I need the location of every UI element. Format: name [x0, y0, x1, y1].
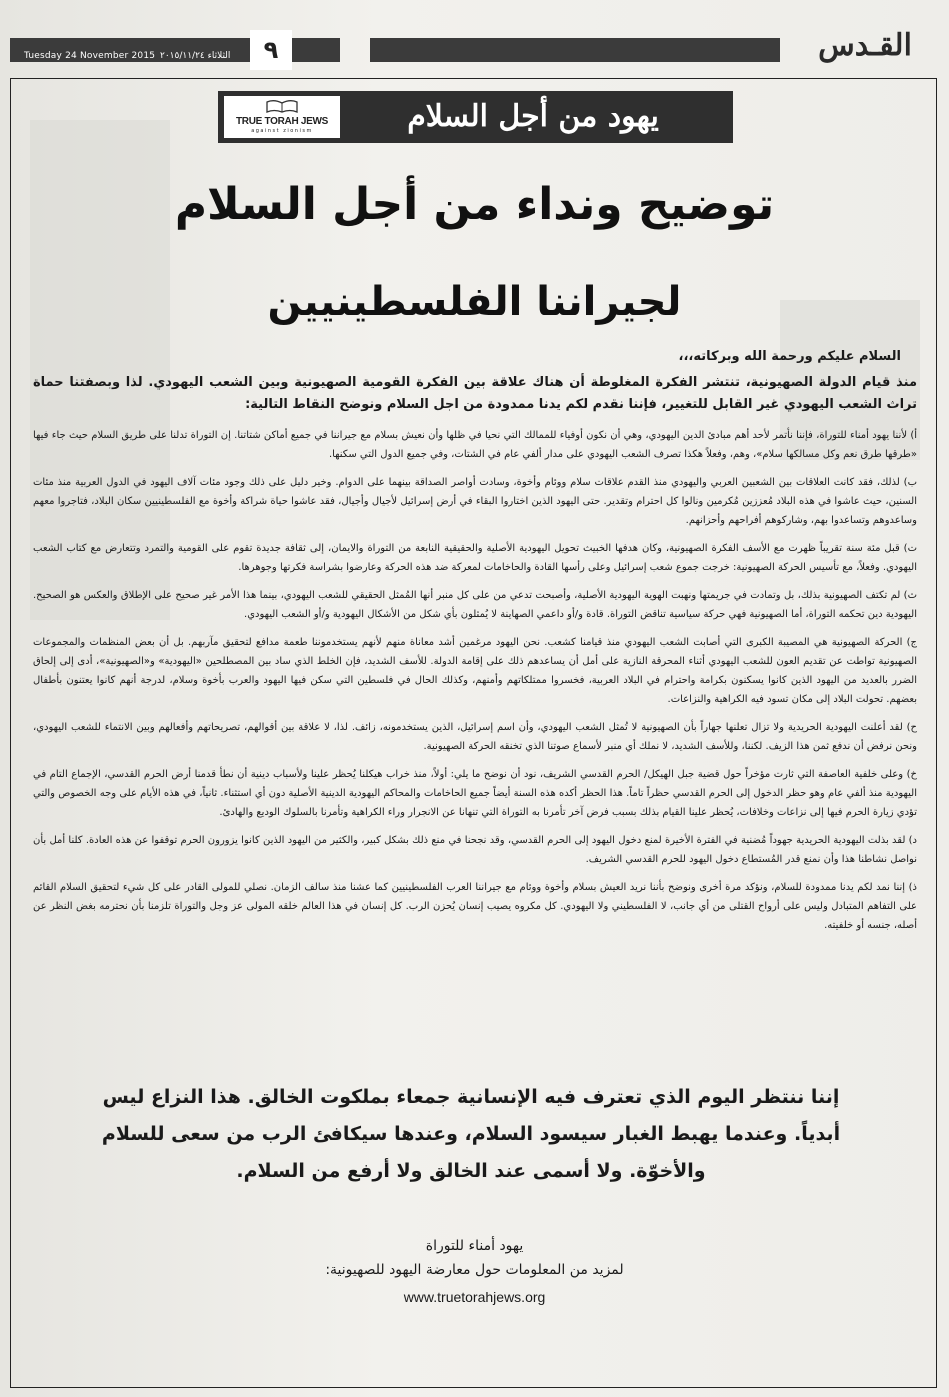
banner	[218, 91, 733, 143]
advertisement	[10, 78, 937, 1388]
more-info-text: لمزيد من المعلومات حول معارضة اليهود للصهيونية:	[325, 1262, 624, 1278]
article-body	[33, 349, 917, 944]
org-name: TRUE TORAH JEWS	[236, 116, 328, 127]
intro-paragraph: منذ قيام الدولة الصهيونية، تنتشر الفكرة المغلوطة أن هناك علاقة بين الفكرة القومية الصهيونية وبين الشعب اليهودي. لذا وبصفتنا حماة تراث الشعب اليهودي غير القابل للتغيير، فإننا نقدم لكم يدنا ممدودة من اجل السلام ونوضح النقاط التالية:	[33, 375, 917, 412]
headline-main: توضيح ونداء من أجل السلام	[174, 179, 775, 230]
signature-block	[11, 1234, 938, 1312]
point-dhal: ذ) إننا نمد لكم يدنا ممدودة للسلام، ونؤكد مرة أخرى ونوضح بأننا نريد العيش بسلام وأخوة ووئام مع جيراننا العرب الفلسطينيين كما عشنا منذ سالف الزمان. نصلي للمولى القادر على كل شيء لتحقيق السلام القائم على التفاهم المتبادل وليس على أرواح القتلى من أي جانب، لا الفلسطيني ولا اليهودي. كل مكروه يصيب إنسان يُحزن الرب. كل إنسان في هذا العالم خلقه المولى عز وجل والتوراة تلزمنا بأن نحترمه بغض النظر عن أصله، جنسه أو خلفيته.	[33, 882, 917, 931]
greeting: السلام عليكم ورحمة الله وبركاته،،،	[678, 349, 901, 364]
point-tha: ث) لم تكتف الصهيونية بذلك، بل وتمادت في جريمتها ونهبت الهوية اليهودية الأصلية، وأصبحت تدعي من على كل منبر أنها المُمثل الحقيقي للشعب اليهودي، بينما هذا الأمر غير صحيح على الإطلاق والعكس هو الصحيح. اليهودية دين تحكمه التوراة، أما الصهيونية فهي حركة سياسية تناقض التوراة. قادة و/أو داعمي الصهاينة لا يُمثلون بأي شكل من الأشكال اليهودية و/أو الشعب اليهودي.	[33, 590, 917, 620]
masthead-rule	[370, 38, 780, 62]
point-jim: ج) الحركة الصهيونية هي المصيبة الكبرى التي أصابت الشعب اليهودي منذ قيامنا كشعب. نحن اليهود مرغمين أشد معاناة منهم لأنهم يستخدموننا طعمة مدافع لتحقيق مآربهم. بل أن بعض المنظمات والمجموعات الصهيونية تواطت عن تقديم العون للشعب اليهودي أثناء المحرقة النازية على أمل أن يساعدهم ذلك على إقامة الدولة. للأسف الشديد، فإن الخلط الذي ساد بين المصطلحين «اليهودية» و«الصهيونية»، أدى إلى إلحاق الضرر بالعديد من اليهود الذين كانوا يسكنون بكرامة واحترام في البلاد العربية، فخسروا ممتلكاتهم وأمنهم، وكذلك الحال في فلسطين التي سكن فيها اليهود والعرب بأخوة وسلام، لدرجة أنهم كانوا يعتنون بأطفال بعضهم. تحولت البلاد إلى مكان تسود فيه الكراهية والنزاعات.	[33, 637, 917, 705]
masthead-date-english: Tuesday 24 November 2015	[24, 51, 156, 61]
signature-name: يهود أمناء للتوراة	[425, 1238, 524, 1254]
newspaper-logo: القـدس	[818, 28, 912, 63]
banner-title: يهود من أجل السلام	[407, 99, 659, 134]
org-tagline: against zionism	[251, 128, 313, 134]
masthead	[0, 28, 949, 74]
headline-sub: لجيراننا الفلسطينيين	[267, 279, 682, 325]
point-kha: خ) وعلى خلفية العاصفة التي ثارت مؤخراً حول قضية جبل الهيكل/ الحرم القدسي الشريف، نود أن نوضح ما يلي: أولاً، منذ خراب هيكلنا يُحظر علينا ولأسباب دينية أن نطأ قدمنا أرض الحرم القدسي، الإجماع التام في اليهودية منذ ألفي عام وهو حظر الدخول إلى الحرم القدسي حظراً تاماً. هذا الحظر أكده هذه السنة أيضاً جميع الحاخامات والمحاكم اليهودية الدينية الأصلية دون أي استثناء. ثانياً، في هذه الأيام على وجه الخصوص والتي تؤدي زيارة الحرم فيها إلى نزاعات وخلافات، يُحظر علينا القيام بذلك بسبب فرض آخر تأمرنا به التوراة التي تنهانا عن الانجرار وراء الكراهية وتأمرنا بالسلوك الوديع والهادئ.	[33, 769, 917, 818]
masthead-date-arabic: الثلاثاء ٢٠١٥/١١/٢٤	[160, 51, 231, 61]
closing-statement: إننا ننتظر اليوم الذي تعترف فيه الإنسانية جمعاء بملكوت الخالق. هذا النزاع ليس أبدياً. وعندما يهبط الغبار سيسود السلام، وعندها سيكافئ الرب من سعى للسلام والأخوّة. ولا أسمى عند الخالق ولا أرفع من السلام.	[101, 1086, 841, 1182]
point-alef: أ) لأننا يهود أمناء للتوراة، فإننا نأتمر لأحد أهم مبادئ الدين اليهودي، وهي أن نكون أوفياء للممالك التي نحيا في ظلها وأن نعيش بسلام مع جيراننا في جميع أماكن شتاتنا. إن التوراة تدلنا على طريق السلام حيث جاء فيها «طرقها طرق نعم وكل مسالكها سلام»، وهم، وفعلاً هكذا تصرف الشعب اليهودي على مدار ألفي عام في الشتات، وفي جميع الدول التي سكنها.	[33, 430, 917, 460]
point-ta: ت) قبل مئة سنة تقريباً ظهرت مع الأسف الفكرة الصهيونية، وكان هدفها الخبيث تحويل اليهودية الأصلية والحقيقية النابعة من التوراة والايمان، إلى ثقافة جديدة تقوم على القومية والتمرد وتتعارض مع كتاب الشعب اليهودي. وفعلاً، مع تأسيس الحركة الصهيونية: خرجت جموع شعب إسرائيل وعلى رأسها القادة والحاخامات لمعركة ضد هذه الحركة وعارضوا بشراسة فكرتها وجوهرها.	[33, 543, 917, 573]
point-ba: ب) لذلك، فقد كانت العلاقات بين الشعبين العربي واليهودي منذ القدم علاقات سلام ووئام وأخوة، وسادت أواصر الصداقة بينهما على الدوام. وخير دليل على ذلك وجود مئات آلاف اليهود في الدول العربية منذ مئات السنين، حيث عاشوا في هذه البلاد مُعززين مُكرمين ونالوا كل احترام وتقدير. حتى اليهود الذين اختاروا البقاء في أرض إسرائيل لأجيال وأجيال، فقد عاشوا حياة شراكة وأخوة مع الفلسطينيين سكان البلاد، فتاجروا معهم وساعدوهم وتساعدوا بهم، وشاركوهم أفراحهم وأحزانهم.	[33, 477, 917, 526]
open-book-icon	[266, 99, 298, 113]
point-dal: د) لقد بذلت اليهودية الحريدية جهوداً مُضنية في الفترة الأخيرة لمنع دخول اليهود إلى الحرم القدسي، وقد نجحنا في منع ذلك بشكل كبير، والكثير من اليهود الذين كانوا يزورون الحرم توقفوا عن هذه العادة. كلنا أمل بأن نواصل نشاطنا هذا وأن نمنع قدر المُستطاع دخول اليهود للحرم القدسي الشريف.	[33, 835, 917, 865]
website-link[interactable]: www.truetorahjews.org	[403, 1289, 546, 1305]
point-ha: ح) لقد أعلنت اليهودية الحريدية ولا تزال تعلنها جهاراً بأن الصهيونية لا تُمثل الشعب اليهودي، وأن اسم إسرائيل، الذين يستخدمونه، زائف. لذا، لا علاقة بين أقوالهم، تصريحاتهم وأفعالهم وبين الانتماء للشعب اليهودي، ونحن نرفض أن ندفع ثمن هذا الزيف. لكننا، وللأسف الشديد، لا نملك أي منبر لأسماع صوتنا الذي تخنقه الحركة الصهيونية.	[33, 722, 917, 752]
true-torah-jews-logo	[224, 96, 340, 138]
page-number: ٩	[250, 30, 292, 70]
